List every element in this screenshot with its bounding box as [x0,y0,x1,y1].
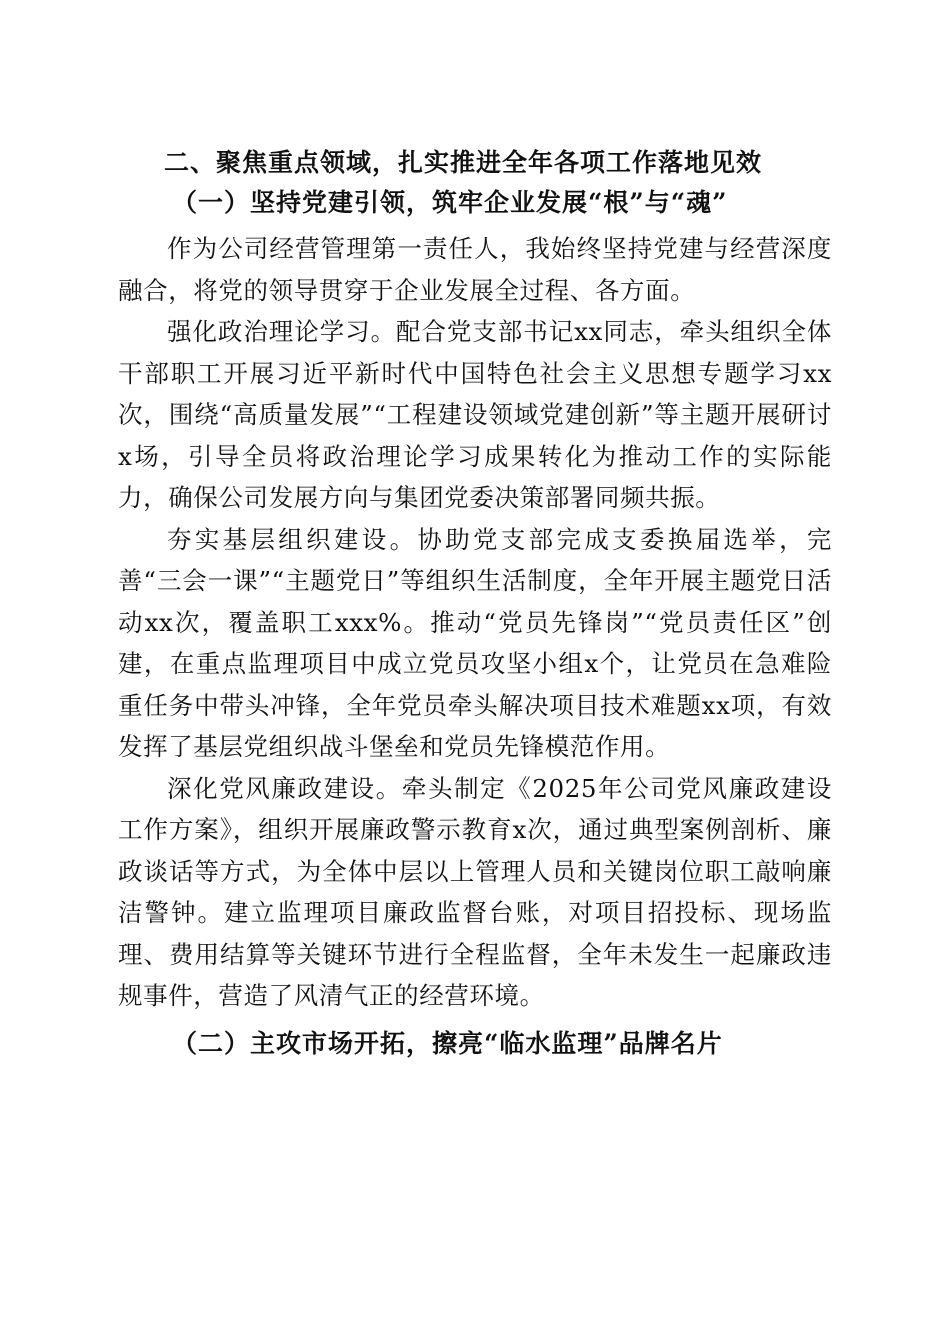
paragraph-integrity-building: 深化党风廉政建设。牵头制定《2025年公司党风廉政建设工作方案》，组织开展廉政警示教育x次，通过典型案例剖析、廉政谈话等方式，为全体中层以上管理人员和关键岗位职工敲响廉洁警钟。建立监理项目廉政监督台账，对项目招投标、现场监理、费用结算等关键环节进行全程监督，全年未发生一起廉政违规事件，营造了风清气正的经营环境。 [118,773,832,1010]
paragraph-grassroots-organization: 夯实基层组织建设。协助党支部完成支委换届选举，完善“三会一课”“主题党日”等组织生活制度，全年开展主题党日活动xx次，覆盖职工xxx%。推动“党员先锋岗”“党员责任区”创建，在重点监理项目中成立党员攻坚小组x个，让党员在急难险重任务中带头冲锋，全年党员牵头解决项目技术难题xx项，有效发挥了基层党组织战斗堡垒和党员先锋模范作用。 [118,524,832,761]
paragraph-political-study: 强化政治理论学习。配合党支部书记xx同志，牵头组织全体干部职工开展习近平新时代中国特色社会主义思想专题学习xx次，围绕“高质量发展”“工程建设领域党建创新”等主题开展研讨x场，引导全员将政治理论学习成果转化为推动工作的实际能力，确保公司发展方向与集团党委决策部署同频共振。 [118,317,832,512]
section-title: 二、聚焦重点领域，扎实推进全年各项工作落地见效 [164,148,763,177]
subsection-title-2: （二）主攻市场开拓，擦亮“临水监理”品牌名片 [172,1028,723,1058]
paragraph-intro: 作为公司经营管理第一责任人，我始终坚持党建与经营深度融合，将党的领导贯穿于企业发展全过程、各方面。 [118,234,832,305]
subsection-title-1: （一）坚持党建引领，筑牢企业发展“根”与“魂” [172,188,728,217]
